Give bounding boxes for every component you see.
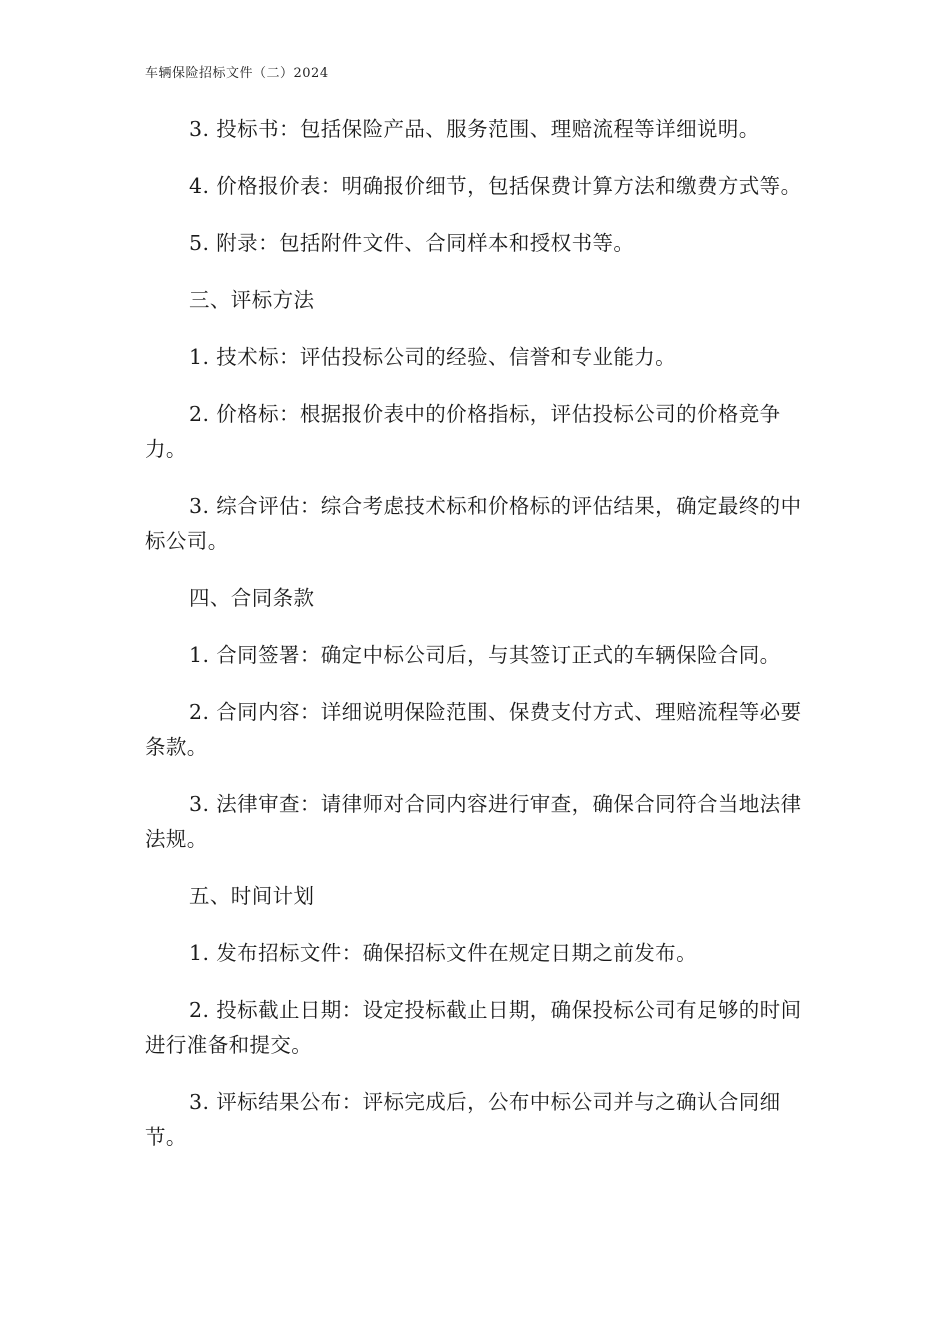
paragraph-appendix: 5. 附录：包括附件文件、合同样本和授权书等。 <box>189 231 635 255</box>
section-heading-contract: 四、合同条款 <box>189 586 315 610</box>
paragraph-price-quote: 4. 价格报价表：明确报价细节，包括保费计算方法和缴费方式等。 <box>189 174 802 198</box>
paragraph-bid-document: 3. 投标书：包括保险产品、服务范围、理赔流程等详细说明。 <box>189 117 760 141</box>
paragraph-contract-signing: 1. 合同签署：确定中标公司后，与其签订正式的车辆保险合同。 <box>189 643 781 667</box>
section-heading-evaluation: 三、评标方法 <box>189 288 315 312</box>
page-header-title: 车辆保险招标文件（二）2024 <box>145 66 329 81</box>
paragraph-publish-documents: 1. 发布招标文件：确保招标文件在规定日期之前发布。 <box>189 941 697 965</box>
paragraph-price-bid: 2. 价格标：根据报价表中的价格指标，评估投标公司的价格竞争力。 <box>145 402 781 461</box>
paragraph-technical-bid: 1. 技术标：评估投标公司的经验、信誉和专业能力。 <box>189 345 677 369</box>
section-heading-schedule: 五、时间计划 <box>189 884 315 908</box>
paragraph-comprehensive-evaluation: 3. 综合评估：综合考虑技术标和价格标的评估结果，确定最终的中标公司。 <box>145 494 802 553</box>
document-body <box>145 112 805 1177</box>
paragraph-legal-review: 3. 法律审查：请律师对合同内容进行审查，确保合同符合当地法律法规。 <box>145 792 802 851</box>
paragraph-bid-deadline: 2. 投标截止日期：设定投标截止日期，确保投标公司有足够的时间进行准备和提交。 <box>145 998 802 1057</box>
paragraph-contract-content: 2. 合同内容：详细说明保险范围、保费支付方式、理赔流程等必要条款。 <box>145 700 802 759</box>
paragraph-results-announcement: 3. 评标结果公布：评标完成后，公布中标公司并与之确认合同细节。 <box>145 1090 781 1149</box>
